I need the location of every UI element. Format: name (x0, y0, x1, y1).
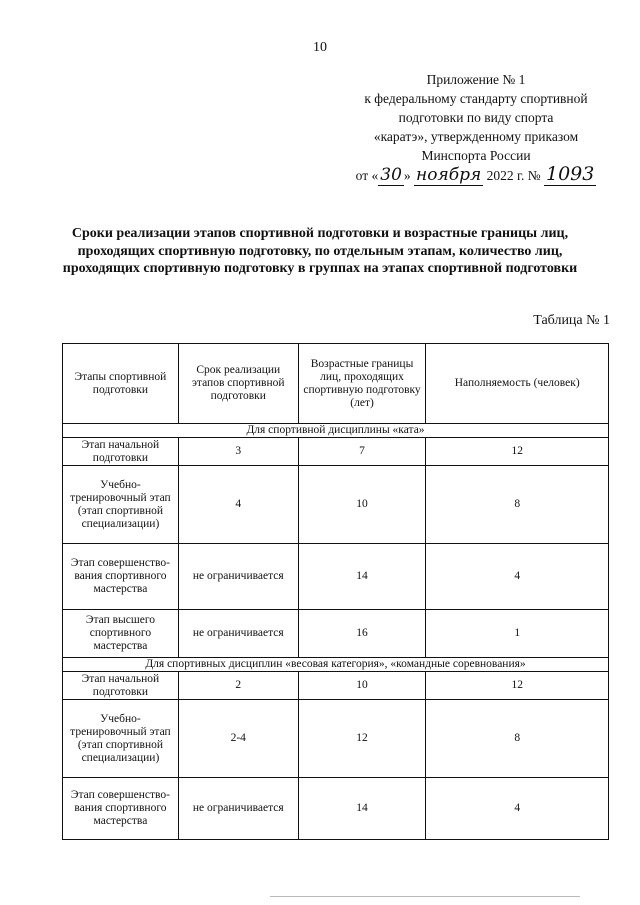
stage-cell: Этап совершенство-вания спортивного мастерства (63, 544, 179, 610)
date-mid: » (403, 168, 411, 183)
appendix-line: подготовки по виду спорта (398, 110, 554, 125)
age-cell: 16 (298, 610, 426, 658)
appendix-line: к федеральному стандарту спортивной (364, 91, 588, 106)
size-cell: 4 (426, 544, 609, 610)
handwritten-order-number: 1093 (546, 163, 595, 185)
duration-cell: не ограничивается (178, 778, 298, 840)
stage-cell: Этап совершенство-вания спортивного мастерства (63, 778, 179, 840)
age-cell: 12 (298, 700, 426, 778)
date-prefix: от « (355, 168, 379, 183)
handwritten-month: ноября (416, 165, 482, 185)
table-row (63, 438, 609, 466)
page-number: 10 (313, 40, 327, 55)
header-cell-stage: Этапы спортивной подготовки (63, 344, 179, 424)
table-label: Таблица № 1 (533, 313, 610, 328)
stages-table (62, 343, 609, 840)
table-row (63, 466, 609, 544)
duration-cell: 2 (178, 672, 298, 700)
size-cell: 8 (426, 466, 609, 544)
stage-cell: Этап высшего спортивного мастерства (63, 610, 179, 658)
header-cell-duration: Срок реализации этапов спортивной подготовки (178, 344, 298, 424)
stage-cell: Учебно-тренировочный этап (этап спортивной специализации) (63, 466, 179, 544)
age-cell: 14 (298, 544, 426, 610)
table-row (63, 700, 609, 778)
table-row (63, 544, 609, 610)
appendix-line: «каратэ», утвержденному приказом (373, 129, 579, 144)
document-title: Сроки реализации этапов спортивной подготовки и возрастные границы лиц, проходящих спортивную подготовку, по отдельным этапам, количество лиц, проходящих спортивную подготовку в группах на этапах спортивной подготовки (62, 226, 578, 276)
appendix-header (340, 70, 612, 185)
scan-edge-line (270, 896, 580, 897)
duration-cell: не ограничивается (178, 610, 298, 658)
appendix-line: Приложение № 1 (426, 72, 526, 87)
table-header-row (63, 344, 609, 424)
stage-cell: Этап начальной подготовки (63, 672, 179, 700)
age-cell: 10 (298, 672, 426, 700)
size-cell: 12 (426, 672, 609, 700)
size-cell: 12 (426, 438, 609, 466)
duration-cell: 2-4 (178, 700, 298, 778)
handwritten-day: 30 (380, 165, 402, 185)
header-cell-size: Наполняемость (человек) (426, 344, 609, 424)
header-cell-age: Возрастные границы лиц, проходящих спортивную подготовку (лет) (298, 344, 426, 424)
table-row (63, 672, 609, 700)
size-cell: 1 (426, 610, 609, 658)
appendix-line: Минспорта России (421, 148, 531, 163)
section-row (63, 658, 609, 672)
order-date-line (340, 165, 612, 185)
section-title: Для спортивных дисциплин «весовая категория», «командные соревнования» (63, 658, 609, 672)
age-cell: 10 (298, 466, 426, 544)
year-text: 2022 г. № (486, 168, 541, 183)
duration-cell: 4 (178, 466, 298, 544)
duration-cell: не ограничивается (178, 544, 298, 610)
duration-cell: 3 (178, 438, 298, 466)
size-cell: 8 (426, 700, 609, 778)
section-title: Для спортивной дисциплины «ката» (63, 424, 609, 438)
stage-cell: Этап начальной подготовки (63, 438, 179, 466)
size-cell: 4 (426, 778, 609, 840)
table-row (63, 610, 609, 658)
age-cell: 14 (298, 778, 426, 840)
section-row (63, 424, 609, 438)
age-cell: 7 (298, 438, 426, 466)
stage-cell: Учебно-тренировочный этап (этап спортивной специализации) (63, 700, 179, 778)
table-row (63, 778, 609, 840)
